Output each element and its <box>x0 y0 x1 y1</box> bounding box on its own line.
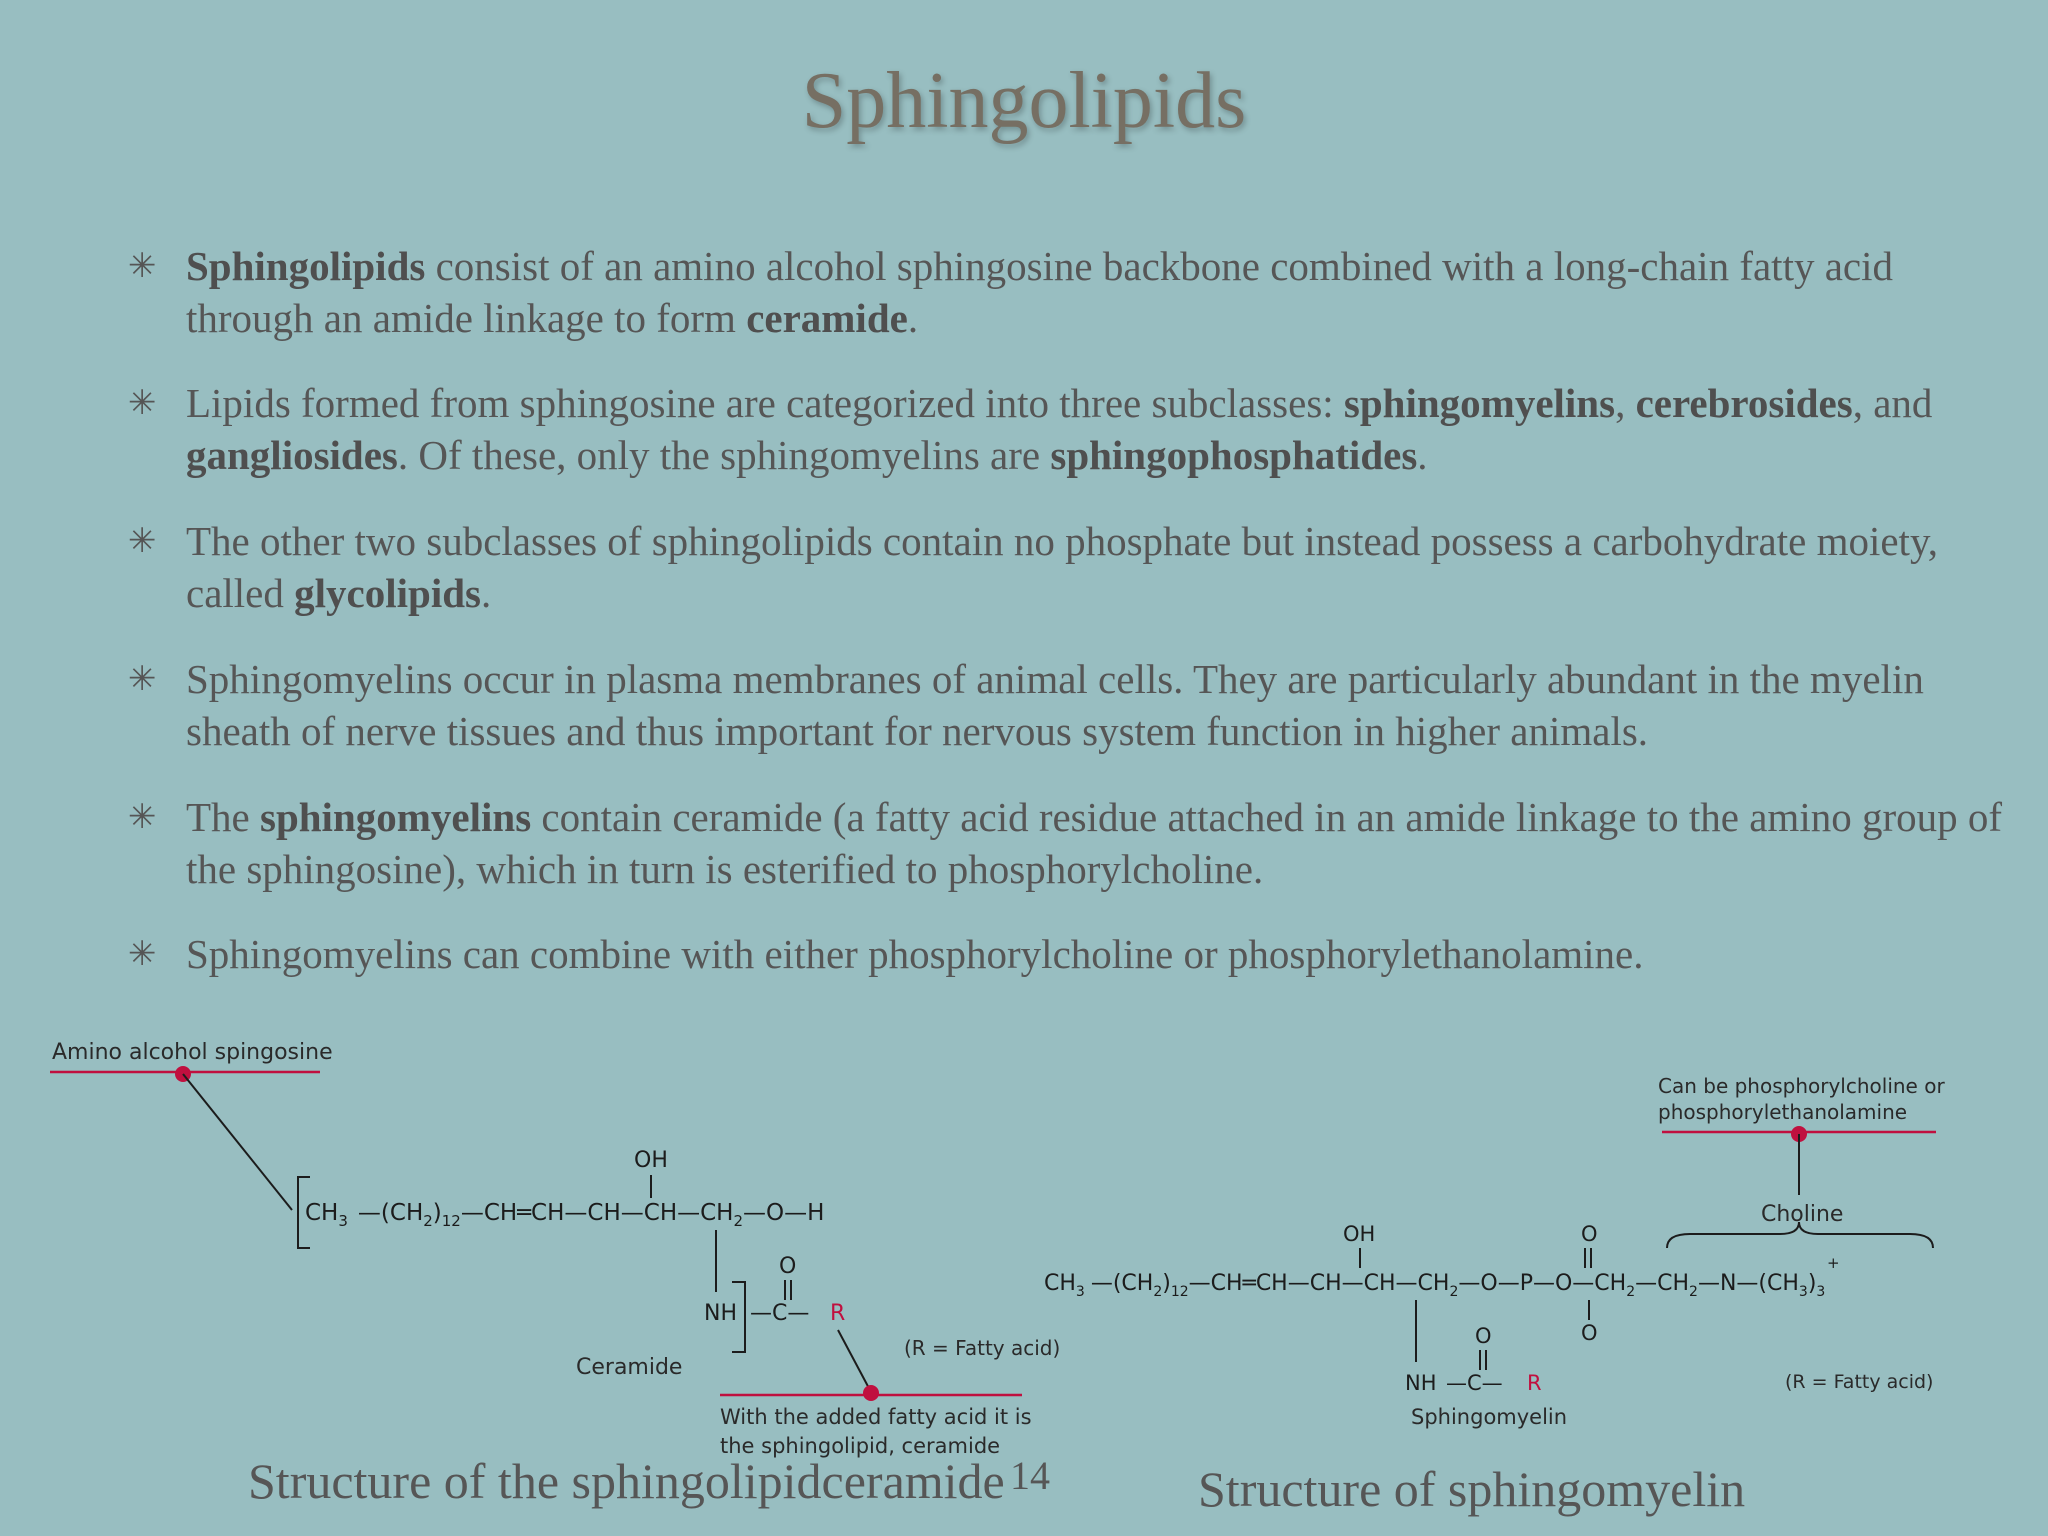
bullet-marker-icon: ✳ <box>128 246 157 286</box>
sphingomyelin-r-group: R <box>1527 1371 1542 1395</box>
ceramide-oh: OH <box>634 1148 668 1173</box>
bullet-text: Sphingomyelins can combine with either phosphorylcholine or phosphorylethanolamine. <box>186 931 1644 977</box>
ceramide-r-note: (R = Fatty acid) <box>904 1336 1061 1360</box>
bullet-marker-icon: ✳ <box>128 383 157 423</box>
sphingomyelin-name: Sphingomyelin <box>1411 1405 1568 1429</box>
bullet-text: Lipids formed from sphingosine are categorized into three subclasses: sphingomyelins, cerebrosides, and gangliosides. Of these, only the sphingomyelins are sphingophosphatides. <box>186 380 1933 478</box>
bullet-marker-icon: ✳ <box>128 659 157 699</box>
sphingomyelin-carbonyl-o: O <box>1475 1324 1492 1348</box>
sphingomyelin-chain: $CH_3$ $—(CH_2)_{12}—CH═CH—CH—CH—CH_2—O—P—O—CH_2—CH_2—N—(CH_3)_3$ <box>1044 1271 1826 1300</box>
ceramide-note-line2: the sphingolipid, ceramide <box>720 1434 1001 1458</box>
ceramide-name: Ceramide <box>576 1355 683 1380</box>
sphingomyelin-structure <box>1044 1074 1945 1429</box>
bullet-marker-icon: ✳ <box>128 797 157 837</box>
structure-diagrams <box>0 1010 2048 1500</box>
ceramide-r-group: R <box>830 1301 846 1326</box>
sphingomyelin-r-note: (R = Fatty acid) <box>1785 1371 1934 1393</box>
ceramide-nh: NH <box>704 1301 737 1326</box>
ceramide-carbonyl-o: O <box>779 1254 797 1279</box>
sphingomyelin-oh: OH <box>1343 1222 1376 1246</box>
ceramide-structure <box>50 1040 1060 1458</box>
sphingomyelin-label-line2: phosphorylethanolamine <box>1658 1100 1908 1124</box>
page-number: 14 <box>1010 1453 1050 1498</box>
amino-alcohol-label: Amino alcohol spingosine <box>52 1040 333 1065</box>
ceramide-note-line1: With the added fatty acid it is <box>720 1405 1032 1429</box>
bullet-text: Sphingolipids consist of an amino alcohol sphingosine backbone combined with a long-chain fatty acid through an amide linkage to form ceramide. <box>186 243 1893 341</box>
phosphate-o-bottom: O <box>1581 1321 1598 1345</box>
bullet-text: The sphingomyelins contain ceramide (a fatty acid residue attached in an amide linkage to the amino group of the sphingosine), which in turn is esterified to phosphorylcholine. <box>186 794 2003 892</box>
slide-title: Sphingolipids <box>801 57 1247 145</box>
sphingomyelin-carbonyl-c: —C— <box>1446 1371 1503 1395</box>
sphingomyelin-nh: NH <box>1405 1371 1437 1395</box>
sphingomyelin-label-line1: Can be phosphorylcholine or <box>1658 1074 1945 1098</box>
ammonium-plus: + <box>1827 1254 1840 1272</box>
choline-label: Choline <box>1761 1202 1844 1227</box>
ceramide-carbonyl-c: —C— <box>750 1301 810 1326</box>
ceramide-caption: Structure of the sphingolipidceramide <box>248 1453 1005 1509</box>
bullet-text: Sphingomyelins occur in plasma membranes of animal cells. They are particularly abundant in the myelin sheath of nerve tissues and thus important for nervous system function in higher animals. <box>186 656 1924 754</box>
ceramide-chain: $CH_3$ $—(CH_2)_{12}—CH═CH—CH—CH—CH_2—O—H$ <box>305 1200 825 1230</box>
bullet-marker-icon: ✳ <box>128 934 157 974</box>
bullet-text: The other two subclasses of sphingolipids contain no phosphate but instead possess a carbohydrate moiety, called glycolipids. <box>186 518 1939 616</box>
phosphate-o-top: O <box>1581 1222 1598 1246</box>
sphingomyelin-caption: Structure of sphingomyelin <box>1198 1461 1746 1517</box>
bullet-marker-icon: ✳ <box>128 521 157 561</box>
